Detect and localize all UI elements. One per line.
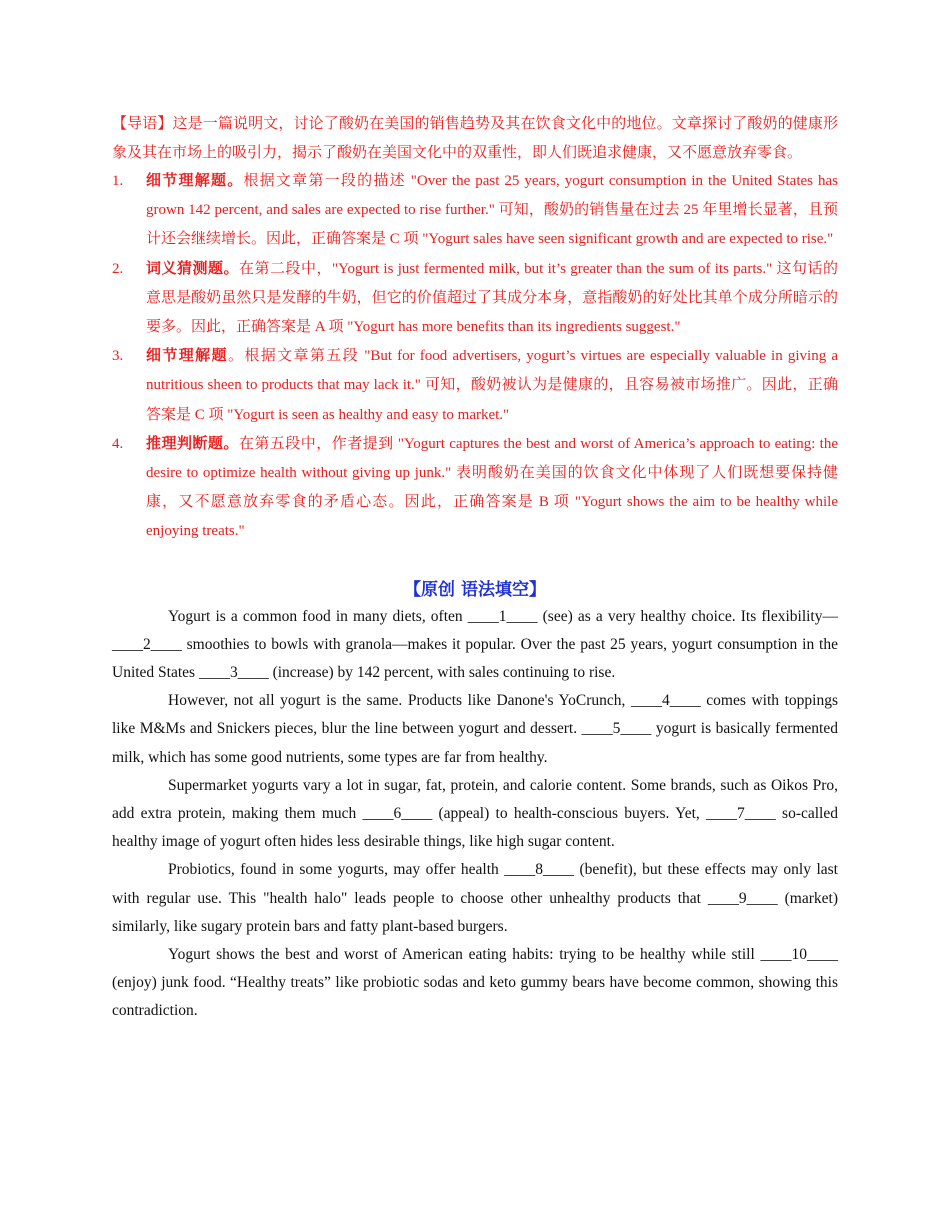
section-title: 【原创 语法填空】 [404,579,546,600]
passage-text: (market) similarly, like sugary protein bars and fatty plant-based burgers. [112,889,838,935]
question-type: 细节理解题。 [146,173,244,189]
blank-1: ____1____ [467,607,538,625]
answer-explanation: 在第二段中，"Yogurt is just fermented milk, but it’s greater than the sum of its parts." 这句话的意思是酸奶虽然只是发酵的牛奶，但它的价值超过了其成分本身，意指酸奶的好处比其单个成分所暗示的要多。因此，正确答案是 A 项 "Yogurt has more benefits than its ingredients suggest." [146,260,838,336]
passage-text: so-called healthy image of yogurt often hides less desirable things, like high sugar content. [112,805,838,851]
answer-item [112,255,838,343]
answer-explanation: 根据文章第一段的描述 "Over the past 25 years, yogurt consumption in the United States has grown 142 percent, and sales are expected to rise further." 可知，酸奶的销售量在过去 25 年里增长显著，且预计还会继续增长。因此，正确答案是 C 项 "Yogurt sales have seen significant growth and are expected to rise." [146,173,838,248]
blank-2: ____2____ [112,635,182,653]
answer-number: 4. [112,435,124,452]
passage-text: Supermarket yogurts vary a lot in sugar, fat, protein, and calorie content. Some brands, such as Oikos Pro, add extra protein, making them much [112,776,838,823]
answer-item [112,342,838,430]
passage-paragraph-4 [112,856,838,941]
question-type: 词义猜测题。 [146,260,240,277]
passage-paragraph-3 [112,772,838,857]
blank-3: ____3____ [198,664,269,682]
intro-text: 这是一篇说明文，讨论了酸奶在美国的销售趋势及其在饮食文化中的地位。文章探讨了酸奶的健康形象及其在市场上的吸引力，揭示了酸奶在美国文化中的双重性，即人们既追求健康，又不愿意放弃零食。 [112,116,838,161]
answer-explanation: 在第五段中，作者提到 "Yogurt captures the best and worst of America’s approach to eating: the desire to optimize health without giving up junk." 表明酸奶在美国的饮食文化中体现了人们既想要保持健康，又不愿意放弃零食的矛盾心态。因此，正确答案是 B 项 "Yogurt shows the aim to be healthy while enjoying treats." [146,435,838,540]
blank-4: ____4____ [630,692,701,710]
blank-9: ____9____ [707,889,778,907]
answer-list [112,167,838,547]
passage-text: However, not all yogurt is the same. Products like Danone's YoCrunch, [168,692,631,710]
blank-8: ____8____ [504,861,574,879]
passage-text: (benefit), but these effects may only last with regular use. This "health halo" leads people to choose other unhealthy products that [112,861,838,907]
passage-text: (enjoy) junk food. “Healthy treats” like probiotic sodas and keto gummy bears have become common, showing this contradiction. [112,974,838,1020]
document-page [112,110,838,1026]
passage-paragraph-1 [112,603,838,688]
answer-item [112,167,838,255]
intro-label: 【导语】 [112,116,173,132]
answer-explanation: 。根据文章第五段 "But for food advertisers, yogurt’s virtues are especially valuable in giving a nutritious sheen to products that may lack it." 可知，酸奶被认为是健康的，且容易被市场推广。因此，正确答案是 C 项 "Yogurt is seen as healthy and easy to market." [146,348,838,423]
answer-number: 3. [112,348,124,365]
answer-number: 2. [112,260,124,277]
passage-text: (increase) by 142 percent, with sales continuing to rise. [268,664,616,682]
question-type: 推理判断题。 [146,435,239,452]
intro-paragraph [112,110,838,167]
passage-text: Probiotics, found in some yogurts, may offer health [168,861,505,879]
passage-text: (see) as a very healthy choice. Its flexibility— [537,607,838,625]
passage-text: Yogurt shows the best and worst of American eating habits: trying to be healthy while still [168,946,761,964]
passage-text: yogurt is basically fermented milk, which has some good nutrients, some types are far from healthy. [112,720,838,766]
question-type: 细节理解题 [146,348,228,365]
answer-item [112,430,838,547]
blank-7: ____7____ [706,805,776,823]
passage-text: Yogurt is a common food in many diets, often [168,607,468,625]
passage-paragraph-2 [112,687,838,772]
passage-text: smoothies to bowls with granola—makes it popular. Over the past 25 years, yogurt consumption in the United States [112,635,838,682]
passage-paragraph-5 [112,941,838,1026]
passage-text: comes with toppings like M&Ms and Snickers pieces, blur the line between yogurt and dessert. [112,692,838,738]
blank-10: ____10____ [760,946,838,964]
blank-5: ____5____ [581,720,652,738]
blank-6: ____6____ [362,805,433,823]
passage-text: (appeal) to health-conscious buyers. Yet, [432,805,707,823]
cloze-passage [112,603,838,1026]
answer-number: 1. [112,173,124,189]
